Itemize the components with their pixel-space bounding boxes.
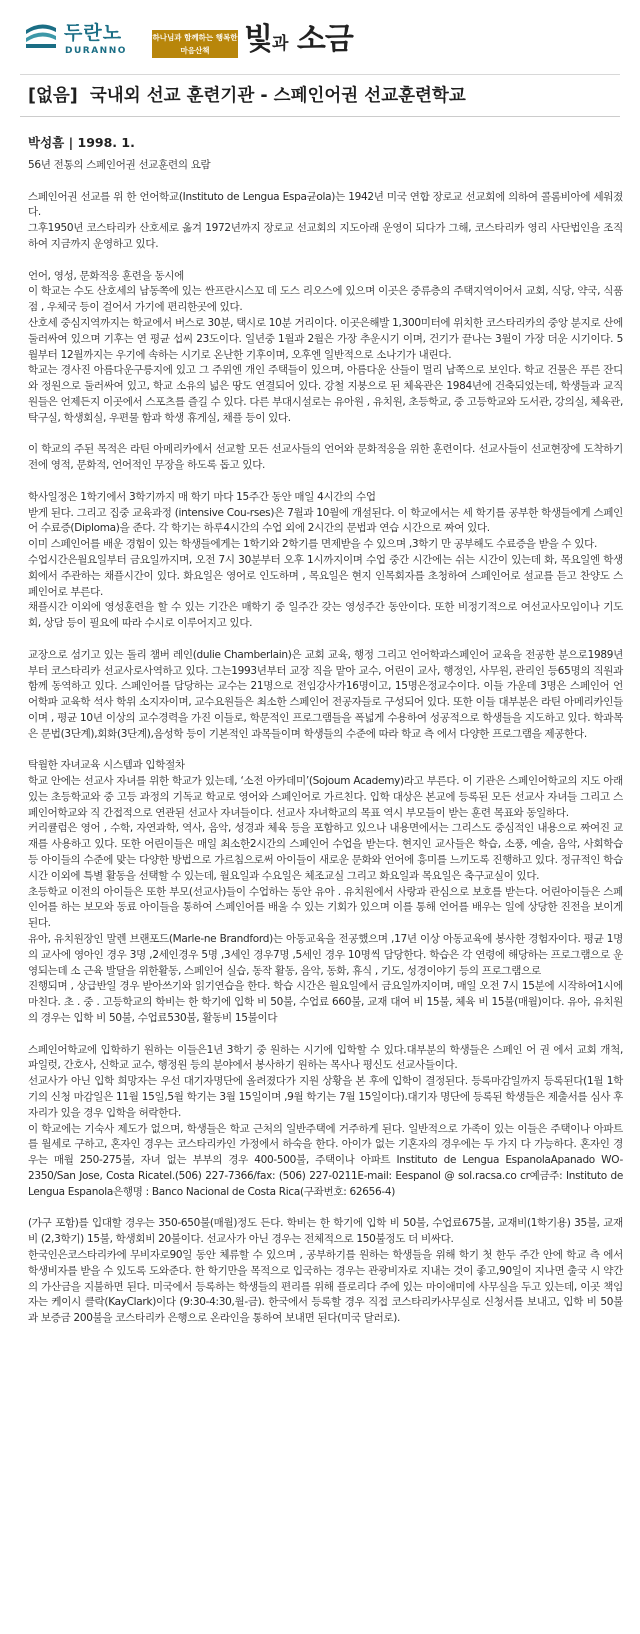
article-category: [없음]	[28, 86, 78, 106]
article-paragraph: 선교사가 아닌 입학 희망자는 우선 대기자명단에 올려졌다가 지원 상황을 본 후에 입학이 결정된다. 등록마감일까지 등록된다(1월 1학기의 신청 마감일은 11월 15일,5월 학기는 3월 15일이며 ,9월 학기는 7월 15일이다).대기자 명단에 등록된 학생들은 제출서를 심사 후 자리가 있을 경우 입학을 허락한다.	[28, 1075, 623, 1119]
article-paragraph: 진행되며 , 상급반일 경우 받아쓰기와 읽기연습을 한다. 학습 시간은 월요일에서 금요일까지이며, 매일 오전 7시 15분에 시작하여1시에 마친다. 초 . 중 . 고등학교의 학비는 한 학기에 입학 비 50불, 수업료 660불, 교재 대여 비 15불, 체육 비 15불(매월)이다. 유아, 유치원의 경우는 입학 비 50불, 수업료530불, 활동비 15불이다	[28, 980, 623, 1025]
paragraph-spacer	[28, 474, 623, 490]
article-title-text: 국내외 선교 훈련기관 - 스페인어권 선교훈련학교	[89, 86, 466, 106]
article-paragraph: 언어, 영성, 문화적응 훈련을 동시에	[28, 269, 185, 282]
article-paragraph: 스페인어권 선교를 위 한 언어학교(Instituto de Lengua Espa균ola)는 1942년 미국 연합 장로교 선교회에 의하여 콜롬비아에 세워졌다.	[28, 190, 623, 219]
duranno-logo-icon[interactable]	[24, 22, 58, 50]
brand-name[interactable]: 두란노	[64, 22, 123, 44]
article-paragraph: 채플시간 이외에 영성훈련을 할 수 있는 기간은 매학기 중 일주간 갖는 영성주간 동안이다. 또한 비정기적으로 여선교사모임이나 기도회, 상담 등이 필요에 따라 수시로 이루어지고 있다.	[28, 601, 623, 630]
article-paragraph: 56년 전통의 스페인어권 선교훈련의 요람	[28, 159, 211, 171]
article-paragraph: 스페인어학교에 입학하기 원하는 이들은1년 3학기 중 원하는 시기에 입학할 수 있다.대부분의 학생들은 스페인 어 권 에서 교회 개척, 파일럿, 간호사, 신학교 교수, 행정원 등의 분야에서 봉사하기 원하는 목사나 평신도 선교사들이다.	[28, 1043, 623, 1072]
magazine-title-part: 소금	[287, 22, 353, 57]
title-divider	[20, 116, 620, 117]
article-title	[28, 84, 466, 108]
article-author: 박성흠	[28, 135, 65, 150]
article-paragraph: 커리큘럼은 영어 , 수학, 자연과학, 역사, 음악, 성경과 체육 등을 포함하고 있으나 내용면에서는 그리스도 중심적인 내용으로 짜여진 교재를 사용하고 있다. 또한 어린이들은 매일 최소한2시간의 스페인어 수업을 받는다. 현지인 교사들은 학습, 소풍, 예술, 음악, 사회학습 등 아이들의 수준에 맞는 다양한 방법으로 가르침으로써 아이들이 새로운 문화와 언어에 흥미를 느끼도록 진행하고 있다. 정규적인 학습시간 이외에 특별 활동을 선택할 수 있는데, 월요일과 수요일은 체조교실 그리고 화요일과 목요일은 축구교실이 있다.	[28, 822, 623, 882]
paragraph-spacer	[28, 632, 623, 648]
paragraph-spacer	[28, 1027, 623, 1043]
paragraph-spacer	[28, 174, 623, 190]
article-paragraph: 초등학교 이전의 아이들은 또한 부모(선교사)들이 수업하는 동안 유아 . 유치원에서 사랑과 관심으로 보호를 받는다. 어린아이들은 스페인어를 하는 보모와 동료 아이들을 통하여 스페인어를 배울 수 있는 기회가 있으며 이를 통해 언어를 배우는 일에 상당한 진전을 보이게 된다.	[28, 885, 623, 930]
header-divider	[20, 74, 620, 75]
byline-separator: |	[68, 135, 78, 150]
article-paragraph: 그후1950년 코스타리카 산호세로 옮겨 1972년까지 장로교 선교회의 지도아래 운영이 되다가 그해, 코스타리카 영리 사단법인을 조직하여 지금까지 운영하고 있다.	[28, 222, 623, 250]
magazine-title-part: 과	[271, 34, 288, 54]
site-header	[0, 0, 640, 62]
paragraph-spacer	[28, 1201, 623, 1217]
paragraph-spacer	[28, 253, 623, 269]
article-date: 1998. 1.	[77, 135, 135, 150]
article-paragraph: 받게 된다. 그리고 집중 교육과정 (intensive Cou-rses)은 7월과 10월에 개설된다. 이 학교에서는 세 학기를 공부한 학생들에게 스페인어 수료증(Diploma)을 준다. 각 학기는 하루4시간의 수업 외에 2시간의 문법과 연습 시간으로 짜여 있다.	[28, 506, 623, 535]
article-paragraph: 수업시간은월요일부터 금요일까지며, 오전 7시 30분부터 오후 1시까지이며 수업 중간 시간에는 쉬는 시간이 있는데 화, 목요일엔 학생회에서 주관하는 채플시간이 있다. 화요일은 영어로 인도하며 , 목요일은 현지 인목회자를 초청하여 스페인어로 설교를 듣고 찬양도 스페인어로 부른다.	[28, 553, 623, 598]
article-body	[28, 158, 623, 1327]
magazine-tagline: 하나님과 함께하는 행복한 마음산책	[152, 30, 238, 58]
article-paragraph: 이 학교의 주된 목적은 라틴 아메리카에서 선교할 모든 선교사들의 언어와 문화적응을 위한 훈련이다. 선교사들이 선교현장에 도착하기 전에 영적, 문화적, 언어적인 무장을 하도록 돕고 있다.	[28, 443, 623, 472]
article-paragraph: 산호세 중심지역까지는 학교에서 버스로 30분, 택시로 10분 거리이다. 이곳은해발 1,300미터에 위치한 코스타리카의 중앙 분지로 산에 둘러싸여 있으며 기후는 연 평균 섭씨 23도이다. 일년중 1월과 2월은 가장 추운시기 이며, 건기가 끝나는 3월이 가장 더운 시기이다. 5월부터 12월까지는 우기에 속하는 시기로 온난한 기후이며, 오후엔 일반적으로 소나기가 내린다.	[28, 316, 623, 361]
article-byline	[28, 134, 135, 152]
article-paragraph: (가구 포함)를 입대할 경우는 350-650불(매월)정도 든다. 학비는 한 학기에 입학 비 50불, 수업료675불, 교재비(1학기용) 35불, 교재비 (2,3학기) 15불, 학생회비 20불이다. 선교사가 아닌 경우는 전체적으로 150불정도 더 비싸다.	[28, 1217, 623, 1246]
brand-name-english: DURANNO	[65, 46, 127, 56]
article-paragraph: 유아, 유치원장인 말렌 브랜포드(Marle-ne Brandford)는 아동교육을 전공했으며 ,17년 이상 아동교육에 봉사한 경험자이다. 평균 1명의 교사에 영아인 경우 3명 ,2세인경우 5명 ,3세인 경우7명 ,5세인 경우 10명씩 담당한다. 학습은 각 연령에 해당하는 프로그램으로 운영되는데 소 근육 발달을 위한활동, 스페인어 실습, 동작 활동, 음악, 동화, 휴식 , 기도, 성경이야기 등의 프로그램으로	[28, 933, 623, 977]
article-paragraph: 학교는 경사진 아름다운구릉지에 있고 그 주위엔 개인 주택들이 있으며, 아름다운 산들이 멀리 남쪽으로 보인다. 학교 건물은 푸른 잔디와 정원으로 둘러싸여 있고, 학교 소유의 넓은 땅도 연결되어 있다. 강철 지붕으로 된 체육관은 1984년에 건축되었는데, 학생들과 교직원들은 언제든지 이곳에서 스포츠를 즐길 수 있다. 다른 부대시설로는 유아원 , 유치원, 초등학교, 중 고등학교와 도서관, 강의실, 체육관, 탁구실, 학생회실, 우편물 함과 학생 휴게실, 채플 등이 있다.	[28, 364, 623, 424]
article-paragraph: 이 학교에는 기숙사 제도가 없으며, 학생들은 학교 근처의 일반주택에 거주하게 된다. 일반적으로 가족이 있는 이들은 주택이나 아파트를 월세로 구하고, 혼자인 경우는 코스타리카인 가정에서 하숙을 한다. 아이가 없는 기혼자의 경우에는 두 가지 다 가능하다. 혼자인 경우는 매월 250-275불, 자녀 없는 부부의 경우 400-500불, 주택이나 아파트 Instituto de Lengua EspanolaApanado WO-2350/San Jose, Costa Ricatel.(506) 227-7366/fax: (506) 227-0211E-mail: Eespanol @ sol.racsa.co cr예금주: Instituto de Lengua Espanola은행명 : Banco Nacional de Costa Rica(구좌번호: 62656-4)	[28, 1122, 623, 1198]
article-paragraph: 이 학교는 수도 산호세의 남동쪽에 있는 싼프란시스꼬 데 도스 리오스에 있으며 이곳은 중류층의 주택지역이어서 교회, 식당, 약국, 식품점 , 우체국 등이 걸어서 가기에 편리한곳에 있다.	[28, 285, 623, 314]
article-paragraph: 학교 안에는 선교사 자녀를 위한 학교가 있는데, ‘소전 아카데미’(Sojoum Academy)라고 부른다. 이 기관은 스페인어학교의 지도 아래 있는 초등학교와 중 고등 과정의 기독교 학교로 영어와 스페인어로 가르친다. 입학 대상은 본교에 등록된 모든 선교사 자녀들 그리고 스페인어학교와 직 간접적으로 연관된 선교사 자녀들이다. 선교사 자녀학교의 목표 역시 부모들이 받는 훈련 목표와 동일하다.	[28, 775, 623, 819]
paragraph-spacer	[28, 742, 623, 758]
article-paragraph: 탁월한 자녀교육 시스템과 입학절차	[28, 759, 185, 772]
paragraph-spacer	[28, 427, 623, 443]
article-paragraph: 교장으로 섬기고 있는 돌리 챔버 레인(dulie Chamberlain)은 교회 교육, 행정 그리고 언어학과스페인어 교육을 전공한 분으로1989년부터 코스타리카 선교사로사역하고 있다. 그는1993년부터 교장 직을 맡아 교수, 어린이 교사, 행정인, 사무원, 관리인 등65명의 직원과 함께 동역하고 있다. 스페인어를 담당하는 교수는 21명으로 전임강사가16명이고, 15명은정교수이다. 이들 가운데 3명은 스페인어 언어학파 교육학 석사 학위 소지자이며, 교수요원들은 최소한 스페인어 전공자들로 구성되어 있다. 또한 이들 대부분은 라틴 아메리카인들이며 , 평균 10년 이상의 교수경력을 가진 이들로, 학문적인 프로그램들을 폭넓게 수용하여 성공적으로 학생들을 지도하고 있다. 학과목은 문법(3단계),회화(3단계),음성학 등이 기본적인 과목들이며 학생들의 수준에 따라 학교 측 에서 다양한 프로그램을 제공한다.	[28, 648, 623, 740]
article-paragraph: 한국인은코스타리카에 무비자로90일 동안 체류할 수 있으며 , 공부하기를 원하는 학생들을 위해 학기 첫 한두 주간 안에 학교 측 에서 학생비자를 받을 수 있도록 도와준다. 한 학기만을 목적으로 입국하는 경우는 관광비자로 지내는 것이 좋고,90일이 지나면 출국 시 약간의 가산금을 지불하면 된다. 미국에서 등록하는 학생들의 편리를 위해 플로리다 주에 있는 마이애미에 사무실을 두고 있는데, 이곳 책임자는 케이시 클락(KayClark)이다 (9:30-4:30,월-금). 한국에서 등록할 경우 직접 코스타리카사무실로 신청서를 보내고, 입학 비 50불과 보증금 200불을 코스타리카 은행으로 온라인을 통하여 보내면 된다(미국 달러로).	[28, 1248, 623, 1325]
article-paragraph: 학사일정은 1학기에서 3학기까지 매 학기 마다 15주간 동안 매일 4시간의 수업	[28, 490, 376, 503]
magazine-title-part: 빛	[244, 22, 272, 57]
magazine-title[interactable]	[244, 22, 353, 62]
article-paragraph: 이미 스페인어를 배운 경험이 있는 학생들에게는 1학기와 2학기를 면제받을 수 있으며 ,3학기 만 공부해도 수료증을 받을 수 있다.	[28, 538, 598, 551]
